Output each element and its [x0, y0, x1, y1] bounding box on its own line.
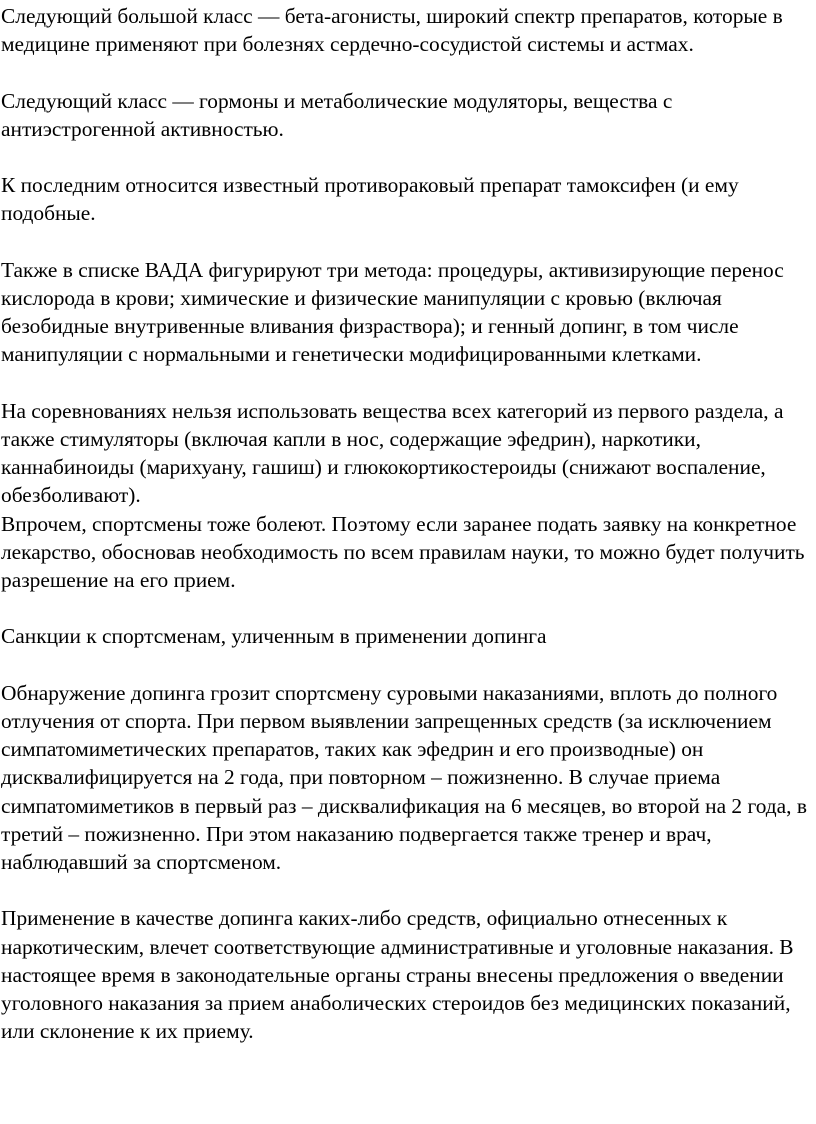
paragraph-gap: [1, 651, 816, 679]
paragraph-medical-exemption: Впрочем, спортсмены тоже болеют. Поэтому если заранее подать заявку на конкретное лекарство, обосновав необходимость по всем правилам науки, то можно будет получить разрешение на его прием.: [1, 511, 805, 592]
paragraph-hormones: Следующий класс — гормоны и метаболические модуляторы, вещества с антиэстрогенной активностью.: [1, 88, 673, 141]
paragraph-beta-agonists: Следующий большой класс — бета-агонисты, широкий спектр препаратов, которые в медицине применяют при болезнях сердечно-сосудистой системы и астмах.: [1, 4, 783, 57]
paragraph-competition-ban: На соревнованиях нельзя использовать вещества всех категорий из первого раздела, а также стимуляторы (включая капли в нос, содержащие эфедрин), наркотики, каннабиноиды (марихуану, гашиш) и глюкокортикостероиды (снижают воспаление, обезболивают).: [1, 398, 784, 508]
paragraph-criminal-liability: Применение в качестве допинга каких-либо средств, официально отнесенных к наркотическим, влечет соответствующие административные и уголовные наказания. В настоящее время в законодательные органы страны внесены предложения о введении уголовного наказания за прием анаболических стероидов без медицинских показаний, или склонение к их приему.: [1, 906, 794, 1044]
paragraph-penalties: Обнаружение допинга грозит спортсмену суровыми наказаниями, вплоть до полного отлучения от спорта. При первом выявлении запрещенных средств (за исключением симпатомиметических препаратов, таких как эфедрин и его производные) он дисквалифицируется на 2 года, при повторном – пожизненно. В случае приема симпатомиметиков в первый раз – дисквалификация на 6 месяцев, во второй на 2 года, в третий – пожизненно. При этом наказанию подвергается также тренер и врач, наблюдавший за спортсменом.: [1, 680, 807, 874]
paragraph-gap: [1, 58, 816, 86]
paragraph-tamoxifen: К последним относится известный противораковый препарат тамоксифен (и ему подобные.: [1, 173, 739, 226]
paragraph-gap: [1, 143, 816, 171]
paragraph-gap: [1, 594, 816, 622]
paragraph-wada-methods: Также в списке ВАДА фигурируют три метода: процедуры, активизирующие перенос кислорода в крови; химические и физические манипуляции с кровью (включая безобидные внутривенные вливания физраствора); и генный допинг, в том числе манипуляции с нормальными и генетически модифицированными клетками.: [1, 257, 784, 367]
paragraph-gap: [1, 228, 816, 256]
paragraph-gap: [1, 876, 816, 904]
paragraph-gap: [1, 369, 816, 397]
section-heading-sanctions: Санкции к спортсменам, уличенным в применении допинга: [1, 624, 547, 649]
